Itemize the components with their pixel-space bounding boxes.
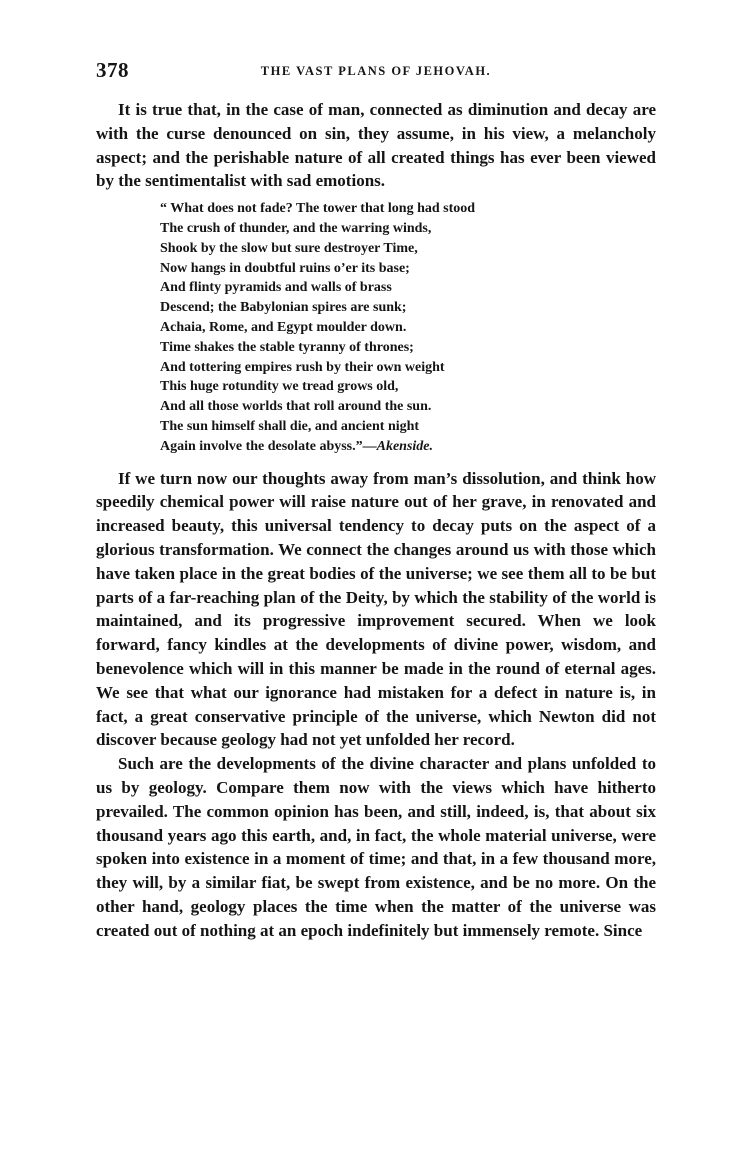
page-header	[96, 58, 656, 88]
poem-line: Achaia, Rome, and Egypt moulder down.	[160, 319, 407, 335]
poem-line: This huge rotundity we tread grows old,	[160, 379, 399, 395]
poem-quotation	[160, 199, 656, 456]
poem-last-line-text: Again involve the desolate abyss.”—	[160, 438, 377, 454]
paragraph-3: Such are the developments of the divine character and plans unfolded to us by geology. Compare them now with the views which have hitherto prevailed. The common opinion has been, and still, indeed, is, that about six thousand years ago this earth, and, in fact, the whole material universe, were spoken into existence in a moment of time; and that, in a few thousand more, they will, by a similar fiat, be swept from existence, and be no more. On the other hand, geology places the time when the matter of the universe was created out of nothing at an epoch indefinitely but immensely remote. Since	[96, 754, 656, 940]
page-number: 378	[96, 58, 129, 82]
poem-line: The crush of thunder, and the warring winds,	[160, 220, 432, 236]
poem-line: And flinty pyramids and walls of brass	[160, 280, 392, 296]
poem-line: Shook by the slow but sure destroyer Time,	[160, 240, 418, 256]
paragraph-1: It is true that, in the case of man, connected as diminution and decay are with the curse denounced on sin, they assume, in his view, a melancholy aspect; and the perishable nature of all created things has ever been viewed by the sentimentalist with sad emotions.	[96, 100, 656, 191]
poem-line: And tottering empires rush by their own weight	[160, 359, 445, 375]
book-page	[96, 58, 656, 942]
paragraph-2: If we turn now our thoughts away from man’s dissolution, and think how speedily chemical power will raise nature out of her grave, in renovated and increased beauty, this universal tendency to decay puts on the aspect of a glorious transformation. We connect the changes around us with those which have taken place in the great bodies of the universe; we see them all to be but parts of a far-reaching plan of the Deity, by which the stability of the world is maintained, and its progressive improvement secured. When we look forward, fancy kindles at the developments of divine power, wisdom, and benevolence which will in this manner be made in the round of eternal ages. We see that what our ignorance had mistaken for a defect in nature is, in fact, a great conservative principle of the universe, which Newton did not discover because geology had not yet unfolded her record.	[96, 468, 656, 750]
poem-attribution: Akenside.	[376, 438, 434, 454]
poem-line: The sun himself shall die, and ancient night	[160, 418, 420, 434]
running-head: THE VAST PLANS OF JEHOVAH.	[260, 64, 492, 78]
poem-line: And all those worlds that roll around the sun.	[160, 399, 432, 415]
poem-line: Descend; the Babylonian spires are sunk;	[160, 300, 407, 316]
poem-line: “ What does not fade? The tower that long had stood	[160, 201, 476, 217]
poem-last-line	[160, 437, 656, 457]
poem-line: Now hangs in doubtful ruins o’er its base;	[160, 260, 410, 276]
poem-line: Time shakes the stable tyranny of thrones;	[160, 339, 414, 355]
